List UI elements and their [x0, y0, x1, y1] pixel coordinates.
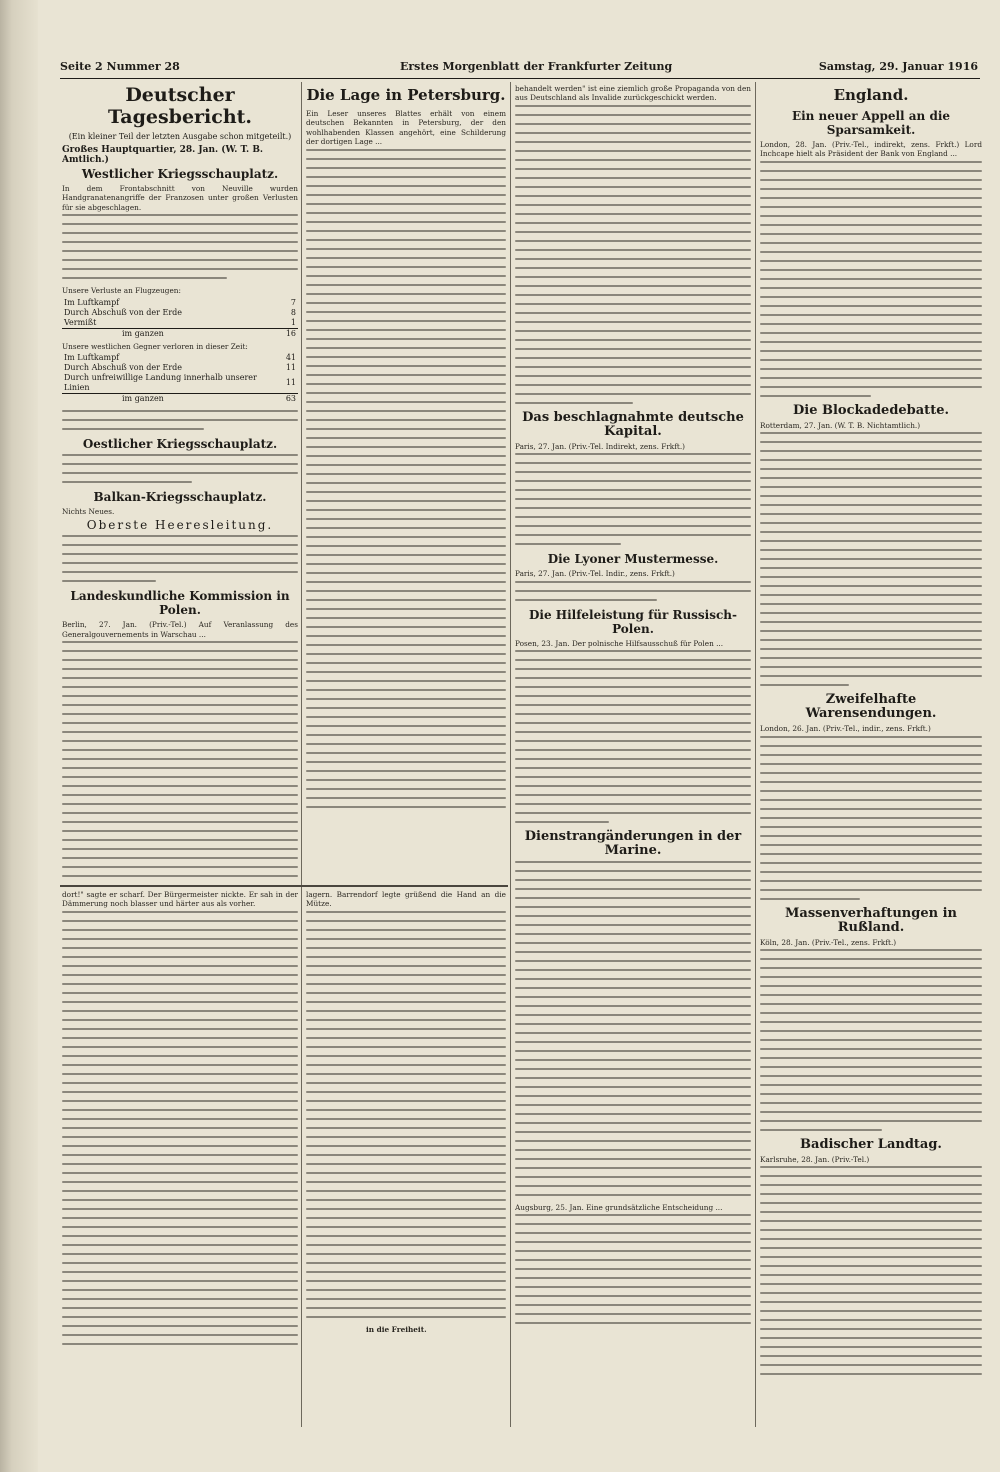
- article-title: Massenverhaftungen in Rußland.: [785, 905, 957, 935]
- article-title: Landeskundliche Kommission in Polen.: [70, 589, 290, 618]
- row-value: 41: [285, 353, 296, 363]
- text-lines: [515, 581, 751, 601]
- header-rule: [60, 78, 980, 79]
- row-label: Im Luftkampf: [64, 297, 120, 307]
- masthead: Erstes Morgenblatt der Frankfurter Zeitung: [400, 60, 673, 73]
- row-value: 8: [290, 307, 296, 317]
- article-snippet: Paris, 27. Jan. (Priv.-Tel. Indirekt, zens. Frkft.): [515, 441, 686, 451]
- text-lines: [62, 454, 298, 483]
- text-lines: [515, 1214, 751, 1324]
- feuilleton-snippet: lagern. Barrendorf legte grüßend die Hand an die Mütze.: [306, 890, 506, 909]
- feuilleton-end: in die Freiheit.: [366, 1324, 427, 1334]
- row-label: Durch Abschuß von der Erde: [64, 307, 183, 317]
- text-lines: [515, 861, 751, 1196]
- losses-table-enemy: [62, 353, 298, 404]
- text-lines: [62, 535, 298, 582]
- article-title: Ein neuer Appell an die Sparsamkeit.: [791, 109, 951, 137]
- text-lines: [306, 911, 506, 1318]
- article-snippet: behandelt werden" ist eine ziemlich große Propaganda von den aus Deutschland als Invalide zurückgeschickt werden.: [515, 84, 751, 103]
- article-snippet: Karlsruhe, 28. Jan. (Priv.-Tel.): [760, 1155, 870, 1165]
- dateline: Großes Hauptquartier, 28. Jan. (W. T. B. Amtlich.): [62, 145, 264, 165]
- sum-value: 63: [268, 394, 298, 405]
- issue-date: Samstag, 29. Januar 1916: [818, 60, 978, 73]
- text-lines: [760, 736, 982, 900]
- column-england: [760, 84, 982, 1424]
- row-label: Durch unfreiwillige Landung innerhalb unserer Linien: [64, 373, 257, 393]
- row-value: 11: [285, 378, 296, 388]
- article-title: Zweifelhafte Warensendungen.: [805, 692, 937, 722]
- text-lines: [760, 432, 982, 686]
- article-title: Dienstrangänderungen in der Marine.: [524, 829, 742, 859]
- row-label: Im Luftkampf: [64, 353, 120, 363]
- article-title: Die Hilfeleistung für Russisch-Polen.: [528, 607, 738, 636]
- row-label: Durch Abschuß von der Erde: [64, 363, 183, 373]
- column-petersburg: [306, 84, 506, 882]
- text-lines: [62, 214, 298, 279]
- text-lines: [760, 161, 982, 397]
- article-snippet: Augsburg, 25. Jan. Eine grundsätzliche Entscheidung ...: [515, 1203, 723, 1213]
- section-heading: Oestlicher Kriegsschauplatz.: [82, 437, 278, 452]
- row-value: 11: [285, 363, 296, 373]
- page-number: Seite 2 Nummer 28: [60, 60, 180, 73]
- article-snippet: In dem Frontabschnitt von Neuville wurden Handgranatenangriffe der Franzosen unter großen Verlusten für sie abgeschlagen.: [62, 184, 298, 212]
- article-title: Die Lyoner Mustermesse.: [547, 552, 719, 567]
- article-snippet: Berlin, 27. Jan. (Priv.-Tel.) Auf Veranlassung des Generalgouvernements in Warschau ...: [62, 620, 298, 639]
- sum-label: im ganzen: [62, 394, 268, 405]
- article-title: Das beschlagnahmte deutsche Kapital.: [522, 409, 744, 439]
- row-label: Vermißt: [64, 317, 97, 327]
- balkan-text: Nichts Neues.: [62, 507, 115, 517]
- feuilleton-snippet: dort!" sagte er scharf. Der Bürgermeister nickte. Er sah in der Dämmerung noch blasser und härter aus als vorher.: [62, 890, 298, 909]
- article-title: Die Lage in Petersburg.: [306, 86, 506, 104]
- column-rule: [755, 82, 756, 1427]
- article-title: Badischer Landtag.: [800, 1137, 942, 1153]
- article-snippet: Paris, 27. Jan. (Priv.-Tel. Indir., zens. Frkft.): [515, 569, 675, 579]
- text-lines: [62, 641, 298, 882]
- article-title: Die Blockadedebatte.: [793, 402, 949, 418]
- losses-table-own: [62, 298, 298, 339]
- text-lines: [515, 105, 751, 404]
- section-heading: Westlicher Kriegsschauplatz.: [81, 167, 279, 181]
- article-snippet: Posen, 23. Jan. Der polnische Hilfsausschuß für Polen ...: [515, 638, 724, 648]
- sum-value: 16: [268, 328, 298, 339]
- feuilleton-rule: [60, 885, 508, 887]
- losses-intro-enemy: Unsere westlichen Gegner verloren in dieser Zeit:: [62, 341, 248, 351]
- page-header: [60, 60, 978, 76]
- text-lines: [62, 911, 298, 1345]
- column-middle: [515, 84, 751, 1424]
- text-lines: [760, 1166, 982, 1375]
- feuilleton-left: [62, 890, 298, 1424]
- row-value: 1: [290, 317, 296, 327]
- article-note: (Ein kleiner Teil der letzten Ausgabe schon mitgeteilt.): [68, 132, 292, 141]
- sum-label: im ganzen: [62, 328, 268, 339]
- article-snippet: Köln, 28. Jan. (Priv.-Tel., zens. Frkft.): [760, 937, 897, 947]
- column-rule: [510, 82, 511, 1427]
- article-snippet: London, 26. Jan. (Priv.-Tel., indir., zens. Frkft.): [760, 724, 931, 734]
- row-value: 7: [290, 297, 296, 307]
- section-title: England.: [833, 86, 909, 104]
- article-snippet: Ein Leser unseres Blattes erhält von einem deutschen Bekannten in Petersburg, der den wohlhabenden Klassen angehört, eine Schilderung der dortigen Lage ...: [306, 109, 506, 147]
- text-lines: [515, 650, 751, 823]
- text-lines: [306, 149, 506, 808]
- text-lines: [760, 949, 982, 1131]
- column-rule: [301, 82, 302, 1427]
- binding-edge: [0, 0, 38, 1472]
- text-lines: [62, 410, 298, 430]
- signature-ohl: Oberste Heeresleitung.: [86, 518, 274, 533]
- text-lines: [515, 453, 751, 545]
- article-snippet: London, 28. Jan. (Priv.-Tel., indirekt, zens. Frkft.) Lord Inchcape hielt als Präsident der Bank von England ...: [760, 140, 982, 159]
- section-heading: Balkan-Kriegsschauplatz.: [93, 490, 267, 505]
- article-snippet: Rotterdam, 27. Jan. (W. T. B. Nichtamtlich.): [760, 420, 921, 430]
- column-tagesbericht: [62, 84, 298, 882]
- losses-intro: Unsere Verluste an Flugzeugen:: [62, 286, 181, 296]
- feuilleton-right: [306, 890, 506, 1424]
- article-title: Deutscher Tagesbericht.: [107, 84, 253, 128]
